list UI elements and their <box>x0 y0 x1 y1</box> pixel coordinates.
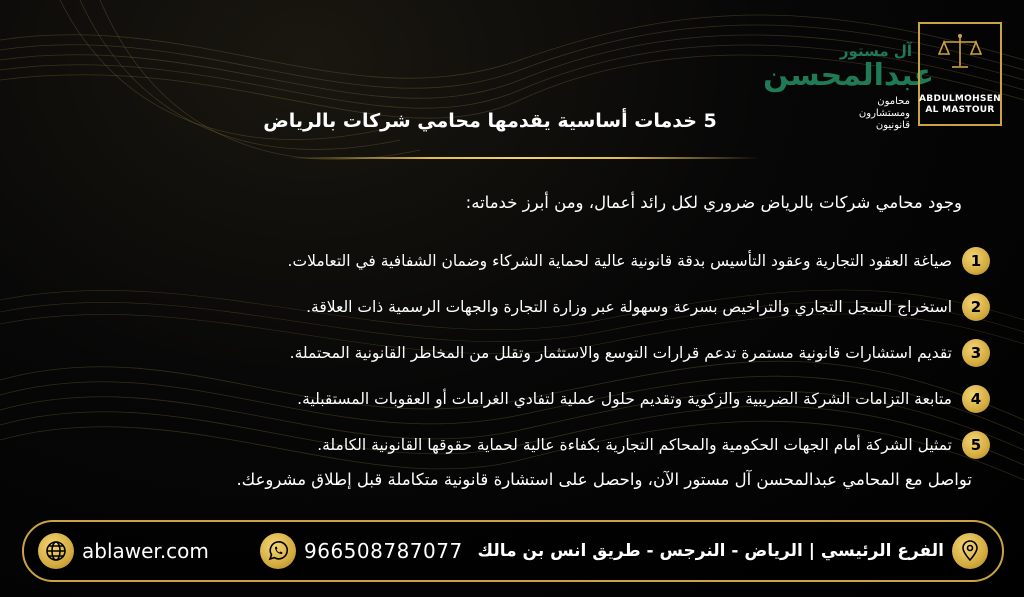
branch-address: الفرع الرئيسي | الرياض - النرجس - طريق انس بن مالك <box>477 541 944 561</box>
service-item-2 <box>130 284 990 330</box>
logo-emblem-box <box>918 22 1002 126</box>
logo-english-line-1: ABDULMOHSEN <box>919 94 1001 104</box>
website-link[interactable]: ablawer.com <box>82 539 209 563</box>
logo-family-name: آل مستور <box>839 42 912 60</box>
whatsapp-icon <box>260 533 296 569</box>
closing-call-to-action: تواصل مع المحامي عبدالمحسن آل مستور الآن، واحصل على استشارة قانونية متكاملة قبل إطلاق مشروعك. <box>236 470 972 489</box>
services-list <box>130 238 990 468</box>
service-item-3 <box>130 330 990 376</box>
page-title: 5 خدمات أساسية يقدمها محامي شركات بالرياض <box>263 110 717 132</box>
number-badge: 4 <box>962 385 990 413</box>
service-text: تمثيل الشركة أمام الجهات الحكومية والمحاكم التجارية بكفاءة عالية لحماية حقوقها القانونية الكاملة. <box>317 436 952 454</box>
service-item-5 <box>130 422 990 468</box>
logo-tagline: محامون ومستشارون قانونيون <box>858 96 910 131</box>
number-badge: 2 <box>962 293 990 321</box>
number-badge: 5 <box>962 431 990 459</box>
logo-arabic-name: عبدالمحسن <box>763 58 934 93</box>
globe-icon <box>38 533 74 569</box>
service-text: صياغة العقود التجارية وعقود التأسيس بدقة قانونية عالية لحماية الشركاء وضمان الشفافية في التعاملات. <box>287 252 952 270</box>
service-text: تقديم استشارات قانونية مستمرة تدعم قرارات التوسع والاستثمار وتقلل من المخاطر القانونية المحتملة. <box>289 344 952 362</box>
service-item-4 <box>130 376 990 422</box>
phone-contact[interactable] <box>260 522 463 580</box>
website-contact[interactable] <box>38 522 209 580</box>
service-text: متابعة التزامات الشركة الضريبية والزكوية وتقديم حلول عملية لتفادي الغرامات أو العقوبات المستقبلية. <box>297 390 952 408</box>
number-badge: 1 <box>962 247 990 275</box>
number-badge: 3 <box>962 339 990 367</box>
intro-text: وجود محامي شركات بالرياض ضروري لكل رائد أعمال، ومن أبرز خدماته: <box>465 193 962 212</box>
service-item-1 <box>130 238 990 284</box>
contact-footer <box>22 520 1004 582</box>
logo-english-line-2: AL MASTOUR <box>925 105 995 115</box>
phone-number[interactable]: 966508787077 <box>304 539 463 563</box>
address-contact <box>477 522 988 580</box>
scales-of-justice-icon <box>938 32 982 72</box>
firm-logo <box>763 22 1002 140</box>
service-text: استخراج السجل التجاري والتراخيص بسرعة وسهولة عبر وزارة التجارة والجهات الرسمية ذات العلاقة. <box>306 298 952 316</box>
location-pin-icon <box>952 533 988 569</box>
title-divider <box>290 157 760 159</box>
